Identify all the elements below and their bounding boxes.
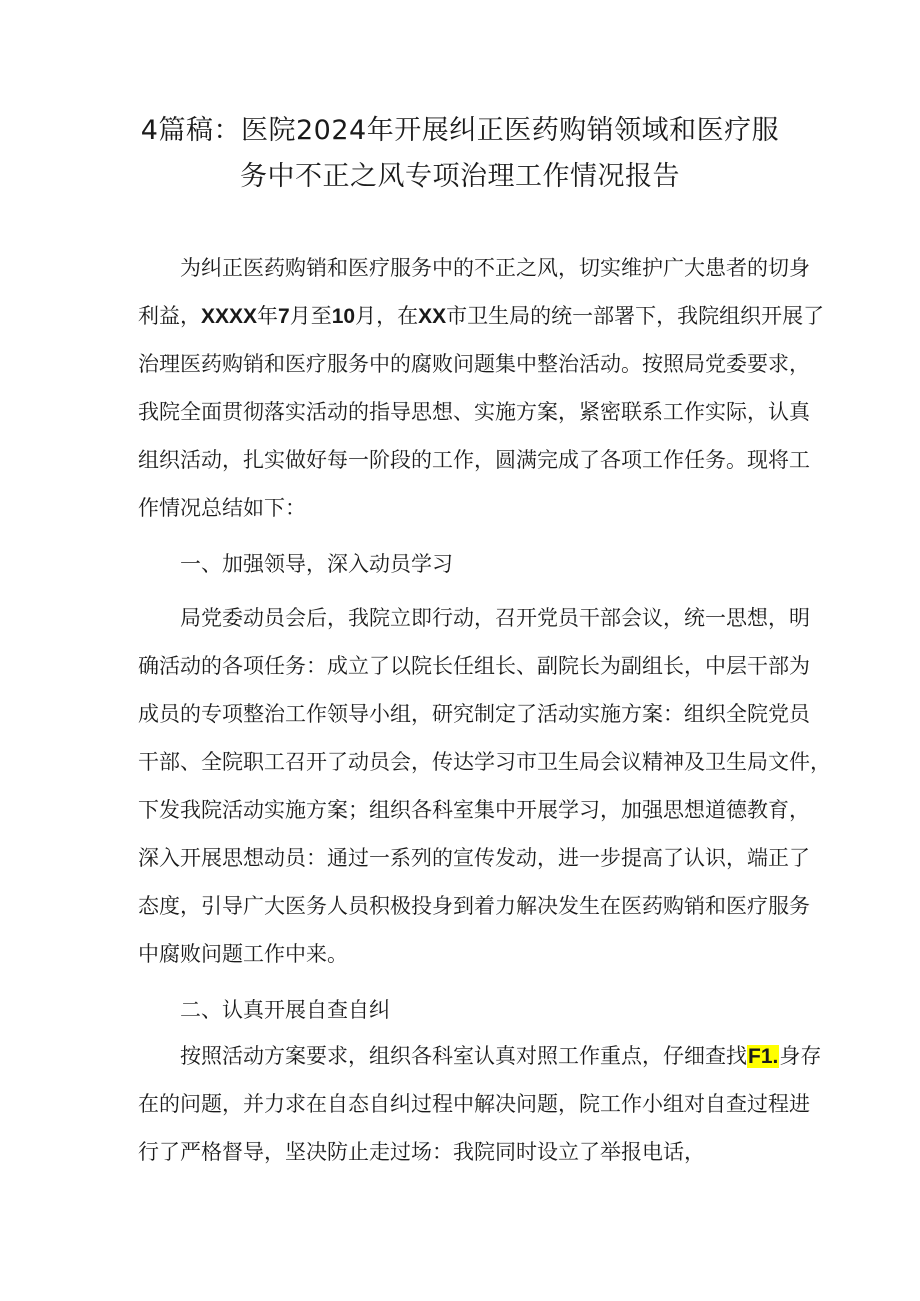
intro-text: 月至 [289,304,332,328]
year-placeholder: XXXX [201,305,258,328]
section-2-line-2: 在的问题，并力求在自态自纠过程中解决问题，院工作小组对自查过程进 [138,1092,810,1116]
month-end: 10 [331,305,356,328]
intro-line-1: 为纠正医药购销和医疗服务中的不正之风，切实维护广大患者的切身 [180,256,810,280]
section-1-line-4: 干部、全院职工召开了动员会，传达学习市卫生局会议精神及卫生局文件， [138,750,831,774]
intro-line-3: 治理医药购销和医疗服务中的腐败问题集中整治活动。按照局党委要求， [138,352,810,376]
city-placeholder: XX [418,305,447,328]
section-1-line-2: 确活动的各项任务：成立了以院长任组长、副院长为副组长，中层干部为 [138,654,810,678]
intro-text: 市卫生局的统一部署下，我院组织开展了 [446,304,825,328]
section-1-line-1: 局党委动员会后，我院立即行动，召开党员干部会议，统一思想，明 [180,606,810,630]
section-1-line-8: 中腐败问题工作中来。 [138,942,348,966]
section-1-line-3: 成员的专项整治工作领导小组，研究制定了活动实施方案：组织全院党员 [138,702,810,726]
intro-line-2 [138,292,825,340]
section-2-text: 身存 [779,1044,822,1068]
intro-text: 年 [257,304,279,328]
section-1-line-5: 下发我院活动实施方案；组织各科室集中开展学习，加强思想道德教育， [138,798,810,822]
intro-line-6: 作情况总结如下： [138,496,306,520]
section-2-text: 按照活动方案要求，组织各科室认真对照工作重点，仔细查找 [180,1044,747,1068]
section-2-heading: 二、认真开展自查自纠 [180,998,390,1022]
month-start: 7 [278,305,290,328]
section-2-line-3: 行了严格督导，坚决防止走过场：我院同时设立了举报电话， [138,1140,705,1164]
section-1-heading: 一、加强领导，深入动员学习 [180,552,453,576]
section-1-line-7: 态度，引导广大医务人员积极投身到着力解决发生在医药购销和医疗服务 [138,894,810,918]
document-title [120,108,800,200]
intro-text: 月，在 [355,304,419,328]
section-1-line-6: 深入开展思想动员：通过一系列的宣传发动，进一步提高了认识，端正了 [138,846,810,870]
highlighted-text: F1. [748,1045,779,1068]
section-2-line-1 [138,1032,822,1080]
title-line-2: 务中不正之风专项治理工作情况报告 [240,161,680,192]
intro-line-5: 组织活动，扎实做好每一阶段的工作，圆满完成了各项工作任务。现将工 [138,448,810,472]
intro-line-4: 我院全面贯彻落实活动的指导思想、实施方案，紧密联系工作实际，认真 [138,400,810,424]
intro-text: 利益， [138,304,201,328]
title-line-1: 4篇稿：医院2024年开展纠正医药购销领域和医疗服 [140,115,780,146]
